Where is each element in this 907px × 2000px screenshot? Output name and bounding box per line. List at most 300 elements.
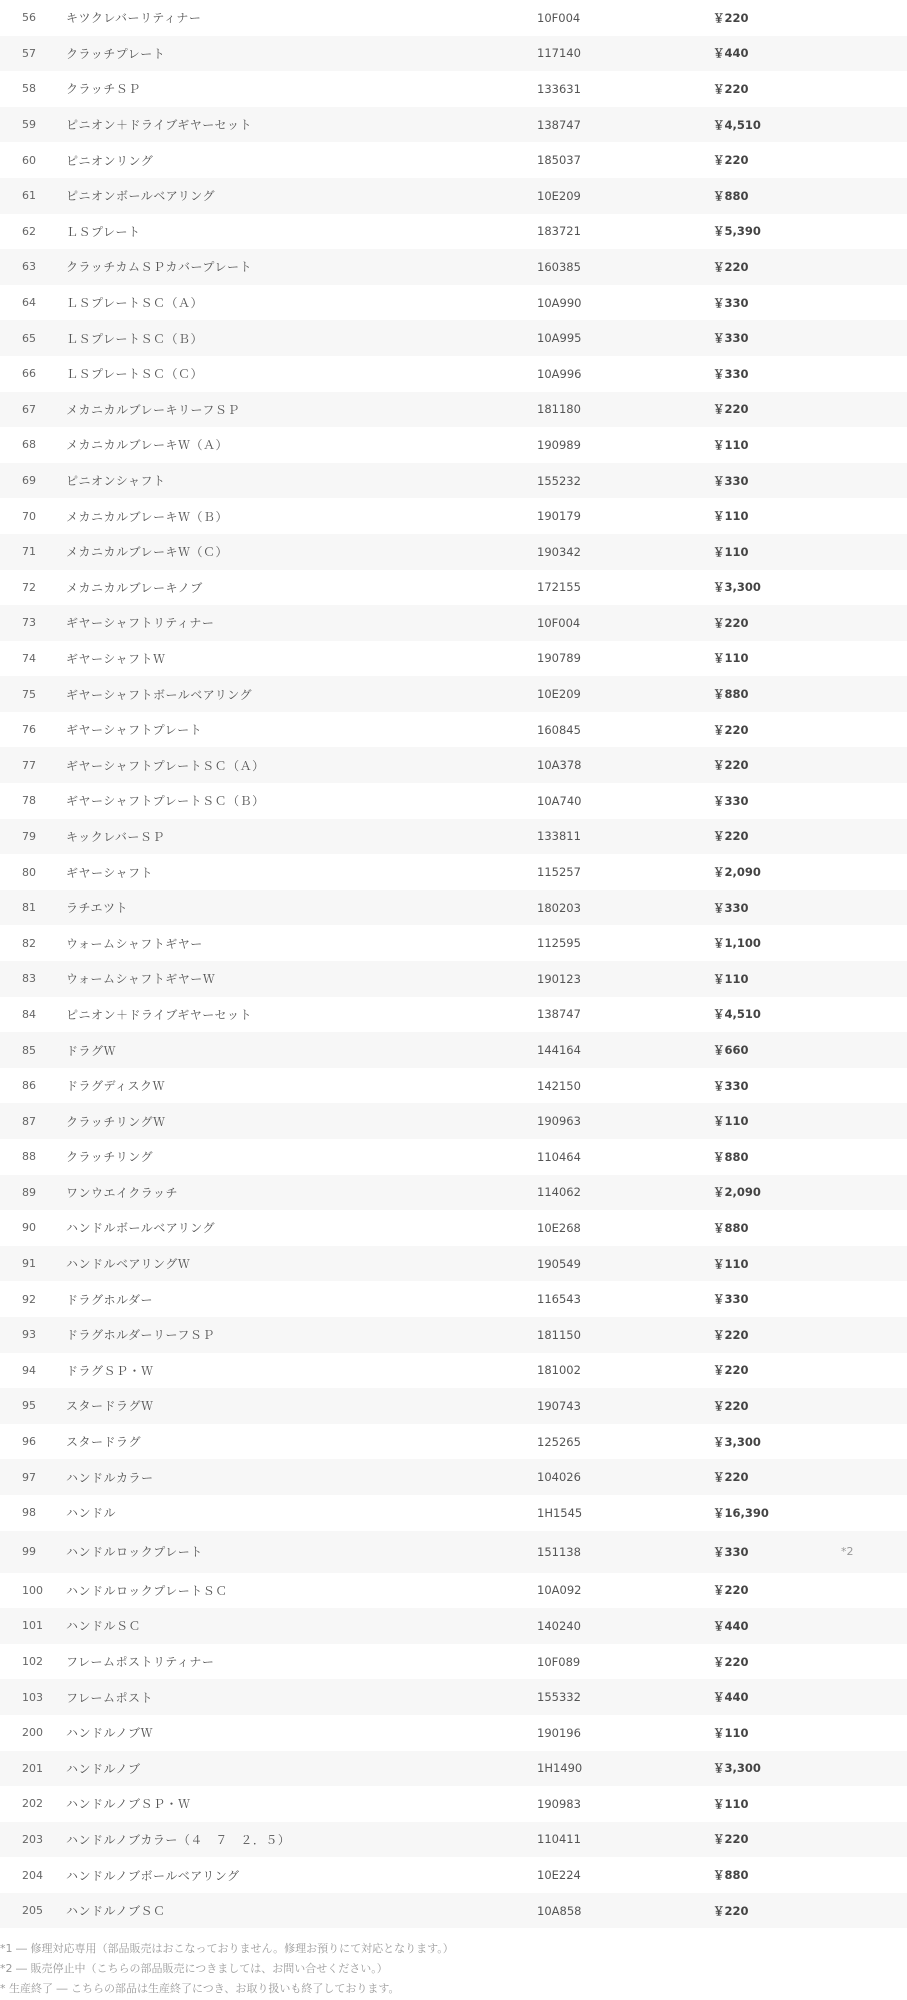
part-note <box>841 1103 907 1139</box>
part-code: 114062 <box>537 1175 713 1211</box>
table-row <box>0 570 907 606</box>
part-number: 57 <box>0 36 66 72</box>
part-code: 1H1490 <box>537 1751 713 1787</box>
part-name: キックレバーＳＰ <box>66 819 537 855</box>
part-price: ￥110 <box>713 1103 841 1139</box>
table-row <box>0 997 907 1033</box>
part-number: 98 <box>22 1506 36 1520</box>
part-price: ￥220 <box>713 1654 749 1669</box>
part-number: 56 <box>22 11 36 25</box>
part-price: ￥220 <box>713 392 841 428</box>
part-number: 97 <box>0 1459 66 1495</box>
table-row <box>0 498 907 534</box>
part-name: ピニオンシャフト <box>66 463 537 499</box>
table-row <box>0 605 907 641</box>
part-name: ピニオン＋ドライブギヤーセット <box>66 107 537 143</box>
table-row <box>0 676 907 712</box>
part-code: 10E209 <box>537 676 713 712</box>
part-number: 68 <box>22 438 36 452</box>
table-row <box>0 1822 907 1858</box>
part-number: 93 <box>0 1317 66 1353</box>
part-code: 181150 <box>537 1317 713 1353</box>
part-name: ハンドルノブ <box>66 1751 537 1787</box>
part-number: 92 <box>22 1292 36 1306</box>
part-number: 59 <box>0 107 66 143</box>
part-name: ハンドルボールベアリング <box>66 1221 216 1236</box>
part-code: 190743 <box>537 1388 713 1424</box>
table-row <box>0 1459 907 1495</box>
part-price: ￥2,090 <box>713 1175 841 1211</box>
part-number: 103 <box>0 1679 66 1715</box>
table-row <box>0 356 907 392</box>
part-note <box>841 1353 907 1389</box>
part-number: 95 <box>0 1388 66 1424</box>
part-price: ￥330 <box>713 793 749 808</box>
part-number: 205 <box>0 1893 66 1929</box>
part-note <box>841 285 907 321</box>
table-row <box>0 214 907 250</box>
table-row <box>0 1573 907 1609</box>
part-code: 138747 <box>537 1007 581 1022</box>
table-row <box>0 285 907 321</box>
part-note <box>841 1459 907 1495</box>
table-row <box>0 1857 907 1893</box>
part-code: 10F089 <box>537 1654 581 1669</box>
part-name: クラッチリングＷ <box>66 1103 537 1139</box>
part-name: ウォームシャフトギヤーＷ <box>66 961 537 997</box>
part-note <box>841 1608 907 1644</box>
part-name: ピニオン＋ドライブギヤーセット <box>66 1007 253 1022</box>
part-name: ドラグホルダーリーフＳＰ <box>66 1317 537 1353</box>
part-price: ￥880 <box>713 1220 749 1235</box>
part-number: 89 <box>0 1175 66 1211</box>
part-name: メカニカルブレーキＷ（Ｂ） <box>66 509 229 524</box>
part-code: 112595 <box>537 936 581 951</box>
table-row <box>0 712 907 748</box>
part-code: 10A858 <box>537 1893 713 1929</box>
part-number: 75 <box>0 676 66 712</box>
table-row <box>0 71 907 107</box>
part-code: 10F004 <box>537 10 581 25</box>
part-price: ￥16,390 <box>713 1505 769 1520</box>
part-note: *2 <box>841 1531 907 1573</box>
part-code: 181180 <box>537 392 713 428</box>
part-price: ￥110 <box>713 1725 749 1740</box>
table-row <box>0 178 907 214</box>
part-number: 99 <box>0 1531 66 1573</box>
table-row <box>0 1353 907 1389</box>
part-price: ￥330 <box>713 463 841 499</box>
part-note <box>841 570 907 606</box>
part-code: 190963 <box>537 1103 713 1139</box>
part-price: ￥880 <box>713 1149 749 1164</box>
part-note <box>841 961 907 997</box>
part-number: 85 <box>0 1032 66 1068</box>
part-code: 10E268 <box>537 1220 581 1235</box>
part-note <box>841 1032 907 1068</box>
part-number: 66 <box>22 367 36 381</box>
part-price: ￥220 <box>713 605 841 641</box>
footnote-1: *1 ― 修理対応専用（部品販売はおこなっておりません。修理お預りにて対応となります。） <box>0 1942 454 1956</box>
part-name: ドラグＳＰ・Ｗ <box>66 1363 154 1378</box>
part-name: ドラグＷ <box>66 1032 537 1068</box>
part-code: 190549 <box>537 1246 713 1282</box>
part-number: 61 <box>0 178 66 214</box>
table-row <box>0 819 907 855</box>
table-row <box>0 1644 907 1680</box>
part-note <box>841 641 907 677</box>
part-note <box>841 747 907 783</box>
part-note <box>841 36 907 72</box>
table-row <box>0 1608 907 1644</box>
part-code: 10A990 <box>537 295 582 310</box>
part-number: 94 <box>22 1363 36 1377</box>
table-row <box>0 1139 907 1175</box>
part-name: メカニカルブレーキＷ（Ａ） <box>66 438 229 453</box>
part-price: ￥330 <box>713 1531 841 1573</box>
part-note <box>841 392 907 428</box>
part-note <box>841 463 907 499</box>
part-code: 10E209 <box>537 178 713 214</box>
part-code: 190196 <box>537 1725 581 1740</box>
table-row <box>0 1317 907 1353</box>
part-price: ￥440 <box>713 1679 841 1715</box>
part-note <box>841 1786 907 1822</box>
part-price: ￥110 <box>713 961 841 997</box>
part-number: 69 <box>0 463 66 499</box>
part-code: 10F004 <box>537 605 713 641</box>
part-name: ＬＳプレートＳＣ（Ｂ） <box>66 320 537 356</box>
part-note <box>841 320 907 356</box>
part-name: クラッチプレート <box>66 36 537 72</box>
part-code: 10A092 <box>537 1583 582 1598</box>
part-code: 117140 <box>537 36 713 72</box>
part-code: 172155 <box>537 580 581 595</box>
part-note <box>841 819 907 855</box>
part-number: 90 <box>22 1221 36 1235</box>
part-note <box>841 249 907 285</box>
part-name: ＬＳプレートＳＣ（Ｃ） <box>66 367 204 382</box>
part-note <box>841 1246 907 1282</box>
part-price: ￥660 <box>713 1032 841 1068</box>
part-note <box>841 1679 907 1715</box>
part-price: ￥220 <box>713 1893 841 1929</box>
part-price: ￥880 <box>713 676 841 712</box>
part-name: ハンドルノブカラー（４ ７ ２．５） <box>66 1822 537 1858</box>
part-number: 96 <box>22 1435 36 1449</box>
part-code: 10E224 <box>537 1868 581 1883</box>
table-row <box>0 1786 907 1822</box>
part-price: ￥110 <box>713 651 749 666</box>
part-price: ￥110 <box>713 1246 841 1282</box>
part-number: 71 <box>0 534 66 570</box>
part-code: 190983 <box>537 1796 581 1811</box>
part-number: 81 <box>0 890 66 926</box>
part-note <box>841 1281 907 1317</box>
part-code: 151138 <box>537 1531 713 1573</box>
table-row <box>0 747 907 783</box>
part-number: 86 <box>22 1079 36 1093</box>
part-code: 10A378 <box>537 747 713 783</box>
table-row <box>0 1531 907 1573</box>
table-row <box>0 1751 907 1787</box>
footnote-2: *2 ― 販売停止中（こちらの部品販売につきましては、お問い合せください。） <box>0 1962 388 1976</box>
table-row <box>0 1679 907 1715</box>
table-row <box>0 107 907 143</box>
part-name: ハンドルノブＳＣ <box>66 1893 537 1929</box>
part-price: ￥110 <box>713 1796 749 1811</box>
part-price: ￥330 <box>713 1078 749 1093</box>
part-price: ￥220 <box>713 249 841 285</box>
part-code: 144164 <box>537 1032 713 1068</box>
part-note <box>841 427 907 463</box>
part-price: ￥2,090 <box>713 865 761 880</box>
table-row <box>0 890 907 926</box>
part-code: 140240 <box>537 1608 713 1644</box>
part-name: ギヤーシャフトリティナー <box>66 605 537 641</box>
part-note <box>841 1857 907 1893</box>
table-row <box>0 534 907 570</box>
part-number: 65 <box>0 320 66 356</box>
part-price: ￥220 <box>713 747 841 783</box>
part-note <box>841 214 907 250</box>
part-price: ￥1,100 <box>713 936 761 951</box>
part-price: ￥220 <box>713 1388 841 1424</box>
table-row <box>0 1246 907 1282</box>
part-number: 91 <box>0 1246 66 1282</box>
table-row <box>0 1893 907 1929</box>
part-number: 67 <box>0 392 66 428</box>
part-name: ハンドルカラー <box>66 1459 537 1495</box>
part-price: ￥330 <box>713 366 749 381</box>
part-code: 10A740 <box>537 793 582 808</box>
part-number: 204 <box>22 1868 43 1882</box>
part-number: 62 <box>22 224 36 238</box>
part-code: 104026 <box>537 1459 713 1495</box>
part-code: 110464 <box>537 1149 581 1164</box>
part-code: 190789 <box>537 651 581 666</box>
part-number: 72 <box>22 580 36 594</box>
part-price: ￥3,300 <box>713 1434 761 1449</box>
part-number: 63 <box>0 249 66 285</box>
part-number: 201 <box>0 1751 66 1787</box>
part-name: ＬＳプレートＳＣ（Ａ） <box>66 296 204 311</box>
part-price: ￥3,300 <box>713 580 761 595</box>
part-name: クラッチカムＳＰカバープレート <box>66 249 537 285</box>
part-note <box>841 1644 907 1680</box>
part-number: 200 <box>22 1726 43 1740</box>
part-name: ギヤーシャフト <box>66 865 154 880</box>
table-row <box>0 142 907 178</box>
part-number: 101 <box>0 1608 66 1644</box>
part-note <box>841 1317 907 1353</box>
footnotes <box>0 1939 907 1999</box>
part-code: 185037 <box>537 153 581 168</box>
part-code: 142150 <box>537 1078 581 1093</box>
part-number: 102 <box>22 1655 43 1669</box>
part-name: キツクレバーリティナー <box>66 11 202 26</box>
part-name: ドラグディスクＷ <box>66 1079 166 1094</box>
part-note <box>841 1068 907 1104</box>
part-number: 76 <box>22 723 36 737</box>
part-code: 160385 <box>537 249 713 285</box>
part-price: ￥880 <box>713 178 841 214</box>
part-note <box>841 1715 907 1751</box>
part-name: ハンドルロックプレート <box>66 1531 537 1573</box>
part-number: 100 <box>22 1583 43 1597</box>
part-code: 133811 <box>537 819 713 855</box>
part-name: ギヤーシャフトボールベアリング <box>66 676 537 712</box>
part-code: 10A996 <box>537 366 582 381</box>
part-number: 79 <box>0 819 66 855</box>
part-price: ￥440 <box>713 1608 841 1644</box>
part-code: 181002 <box>537 1363 581 1378</box>
part-code: 180203 <box>537 890 713 926</box>
part-name: ギヤーシャフトＷ <box>66 651 166 666</box>
part-number: 78 <box>22 794 36 808</box>
part-price: ￥220 <box>713 722 749 737</box>
part-number: 77 <box>0 747 66 783</box>
part-number: 87 <box>0 1103 66 1139</box>
part-code: 190123 <box>537 961 713 997</box>
part-price: ￥220 <box>713 10 749 25</box>
table-row <box>0 961 907 997</box>
part-name: スタードラグ <box>66 1435 142 1450</box>
part-name: スタードラグＷ <box>66 1388 537 1424</box>
part-code: 155232 <box>537 463 713 499</box>
part-note <box>841 1751 907 1787</box>
part-number: 83 <box>0 961 66 997</box>
part-name: フレームポストリティナー <box>66 1655 215 1670</box>
part-number: 84 <box>22 1007 36 1021</box>
part-price: ￥330 <box>713 295 749 310</box>
part-price: ￥4,510 <box>713 1007 761 1022</box>
table-row <box>0 427 907 463</box>
part-name: ピニオンリング <box>66 153 154 168</box>
part-name: ＬＳプレート <box>66 224 141 239</box>
part-code: 183721 <box>537 224 581 239</box>
footnote-discontinued: * 生産終了 ― こちらの部品は生産終了につき、お取り扱いも終了しております。 <box>0 1982 400 1996</box>
part-price: ￥330 <box>713 890 841 926</box>
part-note <box>841 1893 907 1929</box>
part-note <box>841 1573 907 1609</box>
table-row <box>0 925 907 961</box>
table-row <box>0 1424 907 1460</box>
part-note <box>841 890 907 926</box>
part-code: 133631 <box>537 81 581 96</box>
part-number: 73 <box>0 605 66 641</box>
part-name: ワンウエイクラッチ <box>66 1175 537 1211</box>
part-price: ￥880 <box>713 1868 749 1883</box>
part-name: クラッチリング <box>66 1150 154 1165</box>
part-note <box>841 178 907 214</box>
table-row <box>0 1175 907 1211</box>
part-note <box>841 498 907 534</box>
part-name: メカニカルブレーキノブ <box>66 580 203 595</box>
part-note <box>841 605 907 641</box>
part-price: ￥110 <box>713 509 749 524</box>
part-note <box>841 1175 907 1211</box>
part-name: ギヤーシャフトプレートＳＣ（Ｂ） <box>66 794 265 809</box>
part-code: 10A995 <box>537 320 713 356</box>
part-code: 110411 <box>537 1822 713 1858</box>
part-note <box>841 712 907 748</box>
part-number: 82 <box>22 936 36 950</box>
part-note <box>841 1495 907 1531</box>
table-row <box>0 641 907 677</box>
part-code: 190342 <box>537 534 713 570</box>
table-row <box>0 1068 907 1104</box>
part-code: 116543 <box>537 1292 581 1307</box>
table-row <box>0 392 907 428</box>
part-note <box>841 534 907 570</box>
part-number: 64 <box>22 296 36 310</box>
part-number: 88 <box>22 1150 36 1164</box>
part-note <box>841 783 907 819</box>
table-row <box>0 1715 907 1751</box>
table-row <box>0 1103 907 1139</box>
part-number: 60 <box>22 153 36 167</box>
table-row <box>0 1210 907 1246</box>
part-note <box>841 997 907 1033</box>
part-name: ハンドルロックプレートＳＣ <box>66 1583 228 1598</box>
table-row <box>0 463 907 499</box>
part-name: ハンドルノブＷ <box>66 1726 154 1741</box>
table-row <box>0 1495 907 1531</box>
part-number: 202 <box>22 1797 43 1811</box>
table-row <box>0 320 907 356</box>
part-price: ￥110 <box>713 534 841 570</box>
table-row <box>0 854 907 890</box>
part-name: ハンドルベアリングＷ <box>66 1246 537 1282</box>
part-code: 160845 <box>537 722 581 737</box>
part-note <box>841 1388 907 1424</box>
part-price: ￥330 <box>713 1292 749 1307</box>
part-code: 115257 <box>537 865 581 880</box>
part-name: クラッチＳＰ <box>66 82 141 97</box>
part-note <box>841 1822 907 1858</box>
part-note <box>841 1210 907 1246</box>
part-name: メカニカルブレーキリーフＳＰ <box>66 392 537 428</box>
part-price: ￥5,390 <box>713 224 761 239</box>
part-note <box>841 925 907 961</box>
part-number: 203 <box>0 1822 66 1858</box>
part-price: ￥440 <box>713 36 841 72</box>
part-price: ￥3,300 <box>713 1751 841 1787</box>
part-price: ￥220 <box>713 819 841 855</box>
part-name: ギヤーシャフトプレートＳＣ（Ａ） <box>66 747 537 783</box>
part-code: 125265 <box>537 1434 581 1449</box>
part-name: ハンドルノブボールベアリング <box>66 1868 240 1883</box>
part-name: ドラグホルダー <box>66 1292 154 1307</box>
part-note <box>841 676 907 712</box>
part-note <box>841 0 907 36</box>
part-code: 1H1545 <box>537 1505 583 1520</box>
part-note <box>841 107 907 143</box>
part-number: 80 <box>22 865 36 879</box>
part-note <box>841 142 907 178</box>
part-name: ギヤーシャフトプレート <box>66 723 203 738</box>
part-number: 58 <box>22 82 36 96</box>
part-price: ￥220 <box>713 153 749 168</box>
table-row <box>0 36 907 72</box>
part-name: ハンドルノブＳＰ・Ｗ <box>66 1797 191 1812</box>
part-note <box>841 1424 907 1460</box>
part-name: ハンドルＳＣ <box>66 1608 537 1644</box>
part-number: 74 <box>22 651 36 665</box>
part-note <box>841 356 907 392</box>
part-name: フレームポスト <box>66 1679 537 1715</box>
